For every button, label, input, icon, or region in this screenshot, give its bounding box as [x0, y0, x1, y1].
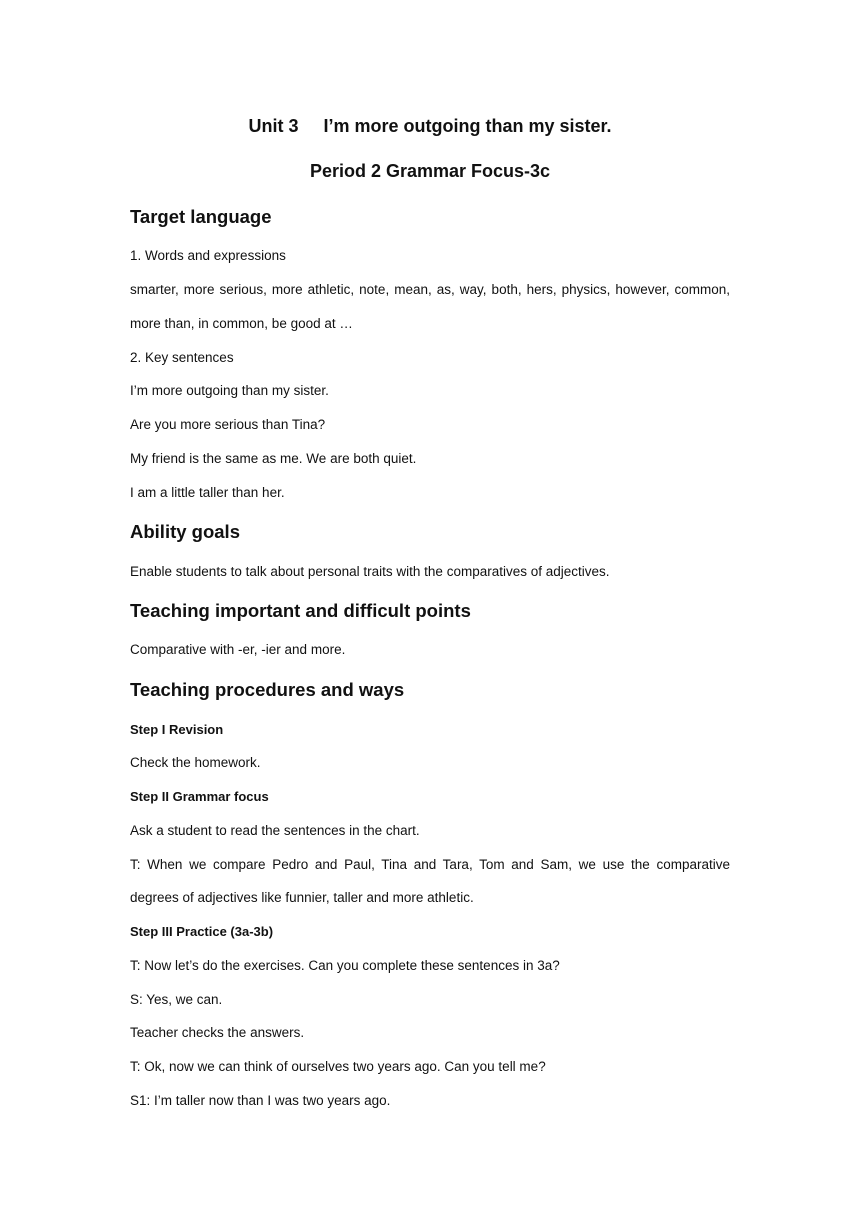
key-sentence: My friend is the same as me. We are both quiet.	[130, 451, 417, 466]
step-2-text-2-line-2: degrees of adjectives like funnier, taller and more athletic.	[130, 890, 474, 905]
key-sentences-label: 2. Key sentences	[130, 350, 234, 365]
step-3-line: S: Yes, we can.	[130, 992, 223, 1007]
key-sentence: Are you more serious than Tina?	[130, 417, 326, 432]
unit-title: Unit 3 I’m more outgoing than my sister.	[248, 116, 612, 136]
heading-procedures: Teaching procedures and ways	[130, 679, 405, 700]
step-1-text: Check the homework.	[130, 755, 261, 770]
step-3-line: T: Ok, now we can think of ourselves two years ago. Can you tell me?	[130, 1059, 546, 1074]
heading-ability-goals: Ability goals	[130, 521, 240, 542]
key-sentence: I am a little taller than her.	[130, 485, 285, 500]
important-points-text: Comparative with -er, -ier and more.	[130, 642, 346, 657]
step-2-text-2-line-1: T: When we compare Pedro and Paul, Tina and Tara, Tom and Sam, we use the comparative	[130, 857, 730, 872]
step-3-line: T: Now let’s do the exercises. Can you complete these sentences in 3a?	[130, 958, 560, 973]
words-line-1: smarter, more serious, more athletic, note, mean, as, way, both, hers, physics, however, common,	[130, 282, 730, 297]
step-3-line: Teacher checks the answers.	[130, 1025, 305, 1040]
heading-important-points: Teaching important and difficult points	[130, 600, 471, 621]
ability-goals-text: Enable students to talk about personal traits with the comparatives of adjectives.	[130, 564, 610, 579]
words-label: 1. Words and expressions	[130, 248, 286, 263]
key-sentence: I’m more outgoing than my sister.	[130, 383, 329, 398]
step-1-title: Step I Revision	[130, 722, 224, 737]
step-3-line: S1: I’m taller now than I was two years ago.	[130, 1093, 391, 1108]
step-3-title: Step III Practice (3a-3b)	[130, 924, 274, 939]
period-title: Period 2 Grammar Focus-3c	[309, 161, 551, 181]
heading-target-language: Target language	[130, 206, 272, 227]
step-2-title: Step II Grammar focus	[130, 789, 269, 804]
step-2-text-1: Ask a student to read the sentences in the chart.	[130, 823, 420, 838]
words-line-2: more than, in common, be good at …	[130, 316, 353, 331]
